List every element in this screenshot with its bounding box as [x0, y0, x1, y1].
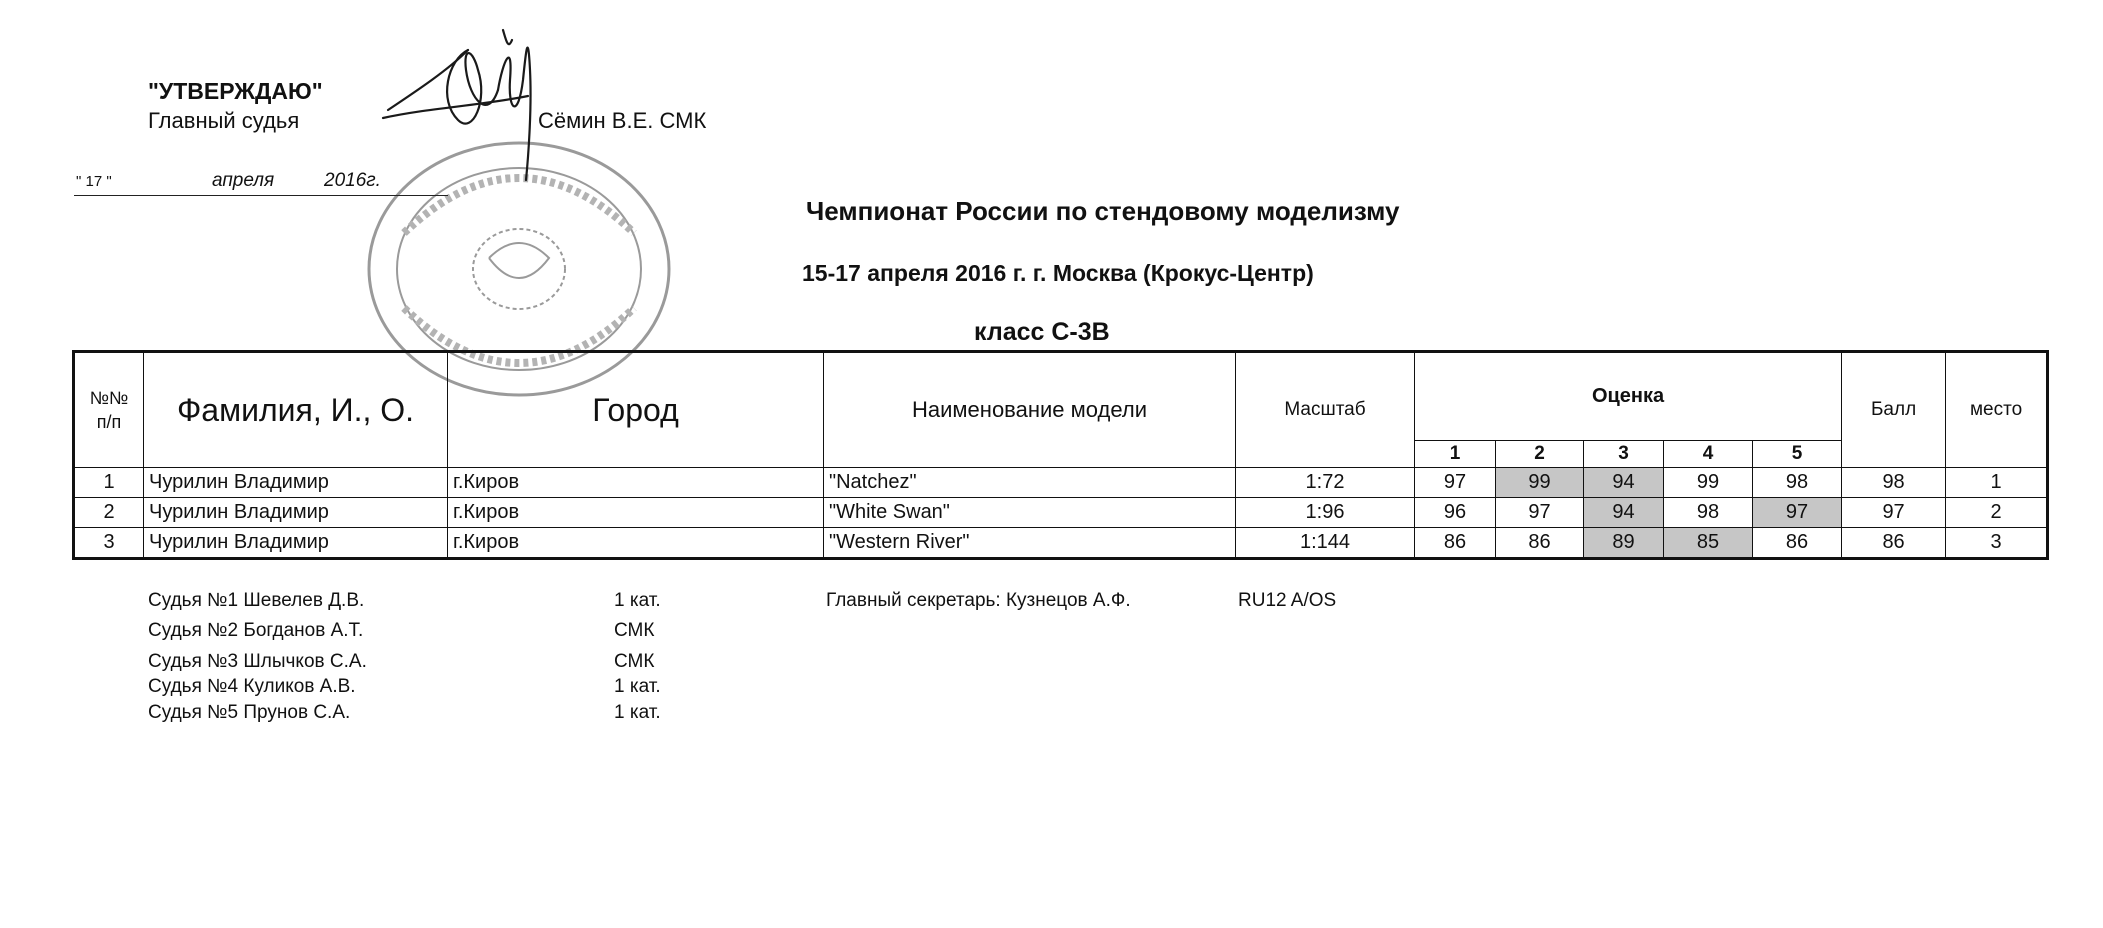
row-name: Чурилин Владимир: [144, 498, 448, 528]
row-scale: 1:96: [1236, 498, 1415, 528]
row-place: 3: [1946, 528, 2048, 559]
row-place: 1: [1946, 468, 2048, 498]
row-name: Чурилин Владимир: [144, 468, 448, 498]
header-grade: Оценка: [1415, 352, 1842, 441]
header-judge-1: 1: [1415, 441, 1496, 468]
row-grade-4: 99: [1664, 468, 1753, 498]
row-grade-3: 94: [1584, 498, 1664, 528]
secretary-license: RU12 A/OS: [1238, 590, 1337, 611]
row-score: 86: [1842, 528, 1946, 559]
approval-role: Главный судья: [148, 108, 300, 133]
row-score: 97: [1842, 498, 1946, 528]
judge-5-category: 1 кат.: [614, 702, 661, 723]
approval-name: Сёмин В.Е. СМК: [538, 108, 707, 133]
header-city: Город: [448, 352, 824, 468]
approval-date-year: 2016г.: [324, 170, 381, 191]
row-name: Чурилин Владимир: [144, 528, 448, 559]
row-score: 98: [1842, 468, 1946, 498]
row-grade-1: 96: [1415, 498, 1496, 528]
row-grade-1: 86: [1415, 528, 1496, 559]
judge-2-category: СМК: [614, 620, 655, 641]
row-model: "White Swan": [824, 498, 1236, 528]
event-dates-location: 15-17 апреля 2016 г. г. Москва (Крокус-Центр): [802, 260, 1314, 286]
row-num: 1: [74, 468, 144, 498]
row-grade-4: 98: [1664, 498, 1753, 528]
row-grade-2: 97: [1496, 498, 1584, 528]
header-num: [74, 352, 144, 468]
row-num: 2: [74, 498, 144, 528]
row-grade-2: 86: [1496, 528, 1584, 559]
row-grade-4: 85: [1664, 528, 1753, 559]
row-city: г.Киров: [448, 528, 824, 559]
row-scale: 1:72: [1236, 468, 1415, 498]
judge-2-name: Судья №2 Богданов А.Т.: [148, 620, 364, 641]
table-row: [74, 528, 2048, 559]
row-model: "Western River": [824, 528, 1236, 559]
judge-4-name: Судья №4 Куликов А.В.: [148, 676, 356, 697]
row-grade-5: 86: [1753, 528, 1842, 559]
row-city: г.Киров: [448, 468, 824, 498]
header-name: Фамилия, И., О.: [144, 352, 448, 468]
header-num-label: №№ п/п: [89, 388, 129, 432]
page-title: Чемпионат России по стендовому моделизму: [806, 196, 1400, 226]
header-model: Наименование модели: [824, 352, 1236, 468]
results-table: [72, 350, 2049, 560]
header-place: место: [1946, 352, 2048, 468]
row-grade-2: 99: [1496, 468, 1584, 498]
judge-5-name: Судья №5 Прунов С.А.: [148, 702, 351, 723]
row-model: "Natchez": [824, 468, 1236, 498]
row-place: 2: [1946, 498, 2048, 528]
judge-3-name: Судья №3 Шлычков С.А.: [148, 651, 367, 672]
signature: [378, 10, 548, 190]
row-grade-3: 94: [1584, 468, 1664, 498]
header-scale: Масштаб: [1236, 352, 1415, 468]
row-grade-5: 98: [1753, 468, 1842, 498]
header-judge-4: 4: [1664, 441, 1753, 468]
judge-3-category: СМК: [614, 651, 655, 672]
date-underline: [74, 195, 448, 196]
judge-1-category: 1 кат.: [614, 590, 661, 611]
row-grade-1: 97: [1415, 468, 1496, 498]
approval-title: "УТВЕРЖДАЮ": [148, 78, 323, 104]
approval-date-month: апреля: [212, 170, 275, 191]
judge-1-name: Судья №1 Шевелев Д.В.: [148, 590, 365, 611]
chief-secretary: Главный секретарь: Кузнецов А.Ф.: [826, 590, 1131, 611]
approval-date-day: " 17 ": [76, 173, 112, 190]
table-row: [74, 498, 2048, 528]
row-city: г.Киров: [448, 498, 824, 528]
header-score: Балл: [1842, 352, 1946, 468]
header-judge-5: 5: [1753, 441, 1842, 468]
row-grade-5: 97: [1753, 498, 1842, 528]
judge-4-category: 1 кат.: [614, 676, 661, 697]
class-label: класс С-3В: [974, 318, 1110, 346]
row-grade-3: 89: [1584, 528, 1664, 559]
row-scale: 1:144: [1236, 528, 1415, 559]
header-judge-2: 2: [1496, 441, 1584, 468]
header-judge-3: 3: [1584, 441, 1664, 468]
table-row: [74, 468, 2048, 498]
row-num: 3: [74, 528, 144, 559]
